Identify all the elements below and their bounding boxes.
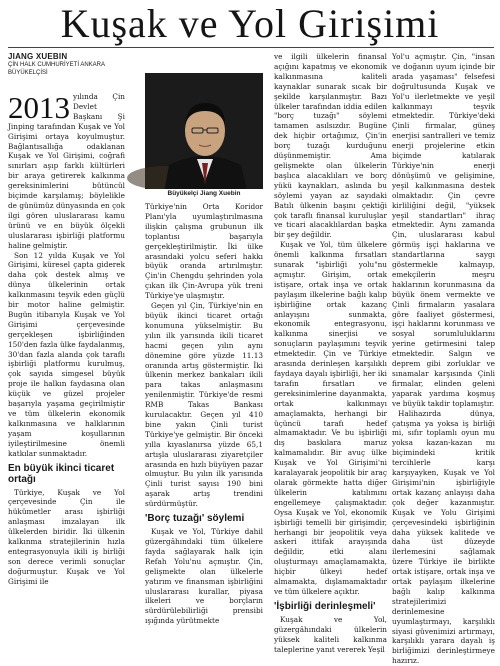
author-photo bbox=[145, 73, 263, 198]
paragraph: Türkiye'nin Orta Koridor Planı'yla uyumlaştırılmasına ilişkin çalışma grubunun ilk toplantısı başarıyla gerçekleştirilmiştir. İki ülke arasındaki yolcu seferi hakkı büyük oranda artırılmıştır. Çin'in Chengdu şehrinden yola çıkan ilk Çin-Avrupa yük treni Türkiye'ye ulaşmıştır. bbox=[145, 202, 263, 301]
headline-divider bbox=[8, 47, 494, 48]
paragraph: Halihazırda dünya, çatışma ya yoksa iş birliği mi, sıfır toplamlı oyun mu yoksa kazan-kazan mı biçimindeki kritik tercihlerle karşı karşıyayken, Kuşak ve Yol Girişimi'nin işbirliğiyle ortak kazanç anlayışı daha çok değer kazanmıştır. Kuşak ve Yolu Girişimi çerçevesindeki işbirliğinin daha yüksek kalitede ve daha üst düzeyde ilerlemesini sağlamak üzere Türkiye ile birlikte ortak istişare, ortak inşa ve ortak paylaşım ilkelerine bağlı kalıp kalkınma stratejilerimizi derinlemesine uyumlaştırmayı, karşılıklı siyasi güvenimizi artırmayı, karşılıklı yarara dayalı iş birliğimizi derinleştirmeye hazırız. bbox=[392, 408, 495, 666]
paragraph: Kuşak ve Yol, güzergâhındaki ülkelerin yüksek kaliteli kalkınma taleplerine yanıt vererek Yeşil bbox=[274, 614, 387, 654]
author-name: JIANG XUEBIN bbox=[8, 52, 68, 61]
portrait-image bbox=[145, 73, 263, 198]
author-role: ÇİN HALK CUMHURİYETİ ANKARA BÜYÜKELÇİSİ bbox=[8, 62, 105, 76]
subheading: 'Borç tuzağı' söylemi bbox=[145, 513, 245, 525]
text-column-1 bbox=[8, 92, 125, 618]
paragraph: Kuşak ve Yol, tüm ülkelere önemli kalkınma fırsatları sunarak "işbirliği yolu"nu açmıştır. Girişim, ortak istişare, ortak inşa ve ortak paylaşım ilkelerine bağlı kalıp işbirliğine ortak kazanç anlayışını sunmakta, ekonomik entegrasyonu, kalkınma sinerjisi ve sonuçların paylaşımını teşvik etmektedir. Çin ve Türkiye arasında derinleşen karşılıklı faydaya dayalı işbirliği, her iki tarafın fırsatları ve gereksinimlerine dayanmakta, ortak kalkınmayı amaçlamakta, herhangi bir üçüncü tarafı hedef almamaktadır. Ve bu işbirliği dış baskılara maruz kalmamalıdır. Bir avuç ülke Kuşak ve Yol Girişimi'ni karalayarak jeopolitik bir araç olarak görmekte hatta diğer ülkelerin katılımını engellemeye çalışmaktadır. Oysa Kuşak ve Yol, ekonomik işbirliği temelli bir girişimdir, herhangi bir jeopolitik veya askeri ittifak arayışında değildir, etki alanı oluşturmayı amaçlamamakta, hiçbir ülkeyi hedef almamakta, dışlamamaktadır ve tüm ülkelere açıktır. bbox=[274, 240, 387, 596]
dropcap-year: 2013 bbox=[8, 90, 70, 125]
article-headline: Kuşak ve Yol Girişimi bbox=[60, 1, 440, 46]
paragraph: Son 12 yılda Kuşak ve Yol Girişimi, küresel çapta giderek daha çok destek almış ve dünya ülkelerinin ortak kalkınmasını teşvik eden güçlü bir motor haline gelmiştir. Bugün itibarıyla Kuşak ve Yol Girişimi çerçevesinde gerçekleşen işbirliğinden 150'den fazla ülke faydalanmış, 30'dan fazla alanda çok taraflı işbirliği platformu kurulmuş, çok sayıda simgesel büyük proje ile halkın faydasına olan küçük ve güzel projeler başarıyla yaşama geçirilmiştir ve tüm ülkelerin ekonomik kalkınmasına ve halklarının yaşam koşullarının iyileştirilmesine önemli katkılar sunmaktadır. bbox=[8, 250, 125, 458]
text-column-2 bbox=[145, 202, 263, 626]
byline bbox=[8, 52, 128, 77]
photo-caption: Büyükelçi Jiang Xuebin bbox=[145, 189, 263, 199]
subheading: En büyük ikinci ticaret ortağı bbox=[8, 462, 115, 485]
text-column-3 bbox=[274, 52, 387, 654]
subheading: 'İşbirliği derinleşmeli' bbox=[274, 600, 376, 612]
paragraph: Kuşak ve Yol, Türkiye dahil güzergâhındaki tüm ülkelere fayda sağlayarak halk için Refah Yolu'nu açmıştır. Çin, gelişmekte olan ülkelerle yatırım ve finansman işbirliğini uluslararası kurallar, piyasa ilkeleri ve borçların sürdürülebilirliği prensibi ışığında yürütmekte bbox=[145, 527, 263, 626]
paragraph: 2013 yılında Çin Devlet Başkanı Şi Jinping tarafından Kuşak ve Yol Girişimi ortaya koyulmuştur. Bağlantısallığa odaklanan Kuşak ve Yol Girişimi, coğrafi sınırları aşıp farklı kültürleri bir araya getirerek kalkınma gereksinimlerini bütüncül biçimde karşılamış; böylelikle de günümüz dünyasında en çok ilgi gören uluslararası kamu ürünü ve en büyük ölçekli uluslararası işbirliği platformu haline gelmiştir. bbox=[8, 90, 125, 250]
paragraph: Türkiye, Kuşak ve Yol çerçevesinde Çin ile hükümetler arası işbirliği anlaşması imzalayan ilk ülkelerden biridir. İki ülkenin kalkınma stratejilerinin hızla entegrasyonuyla ikili iş birliği son derece verimli sonuçlar doğurmuştur. Kuşak ve Yol Girişimi ile bbox=[8, 487, 125, 586]
paragraph: Yol'u açmıştır. Çin, "insan ve doğanın uyum içinde bir arada yaşaması" felsefesi doğrultusunda Kuşak ve Yol'u ilerletmekte ve yeşil kalkınmayı teşvik etmektedir. Türkiye'deki Çinli firmalar, güneş enerjisi santralleri ve temiz enerji projelerine etkin biçimde katılarak Türkiye'nin enerji dönüşümü ve gelişimine, yeşil kalkınmasına destek olmaktadır. Çin çevre kirliliğini değil, "yüksek yeşil standartları" ihraç etmektedir. Aynı zamanda Çin, uluslararası kabul görmüş işçi haklarına ve standartlarına saygı göstermekle kalmayıp, emekçilerin meşru haklarının korunmasına da büyük önem vermekte ve Çinli firmaların yasalara göre faaliyet göstermesi, işçi haklarını korunması ve sosyal sorumluluklarını yerine getirmesini talep etmektedir. Salgın ve deprem gibi zorluklar ve sınamalar karşısında Çinli firmalar, elinden geleni yaparak yardıma koşmuş ve büyük takdir toplamıştır. bbox=[392, 52, 495, 408]
text-column-4 bbox=[392, 52, 495, 666]
paragraph: Geçen yıl Çin, Türkiye'nin en büyük ikinci ticaret ortağı konumuna yükselmiştir. Bu yılın ilk yarısında ikili ticaret hacmi geçen yılın aynı dönemine göre yüzde 11.13 oranında artış göstermiştir. İki ülkenin merkez bankaları ikili para takas anlaşmasını yenilenmiştir. Türkiye'de resmi RMB Takas Bankası kurulacaktır. Geçen yıl 410 bine yakın Çinli turist Türkiye'ye gelmiştir. Bir önceki yılla kıyaslanırsa yüzde 65,1 artışla uluslararası ziyaretçiler arasında en hızlı büyüyen pazar olmuştur. Bu yılın ilk yarısında Çinli turist sayısı 190 bini aşarak artış trendini sürdürmüştür. bbox=[145, 301, 263, 509]
paragraph: ve ilgili ülkelerin finansal açığını kapatmış ve ekonomik kalkınmasına kaliteli kaynaklar sunarak sıcak bir şekilde karşılanmıştır. Bazı ülkeler tarafından iddia edilen "borç tuzağı" söylemi tamamen asılsızdır. Bugüne dek hiçbir ortağımız, Çin'in borç tuzağı kurduğunu düşünmemiştir. Ama gelişmekte olan ülkelerin başlıca alacaklıları ve borç yükü kaynakları, aslında bu söylemi yayan az sayıdaki Batılı ülkenin başını çektiği çok taraflı finansal kuruluşlar ve ticari alacaklılardan başka bir şey değildir. bbox=[274, 52, 387, 240]
